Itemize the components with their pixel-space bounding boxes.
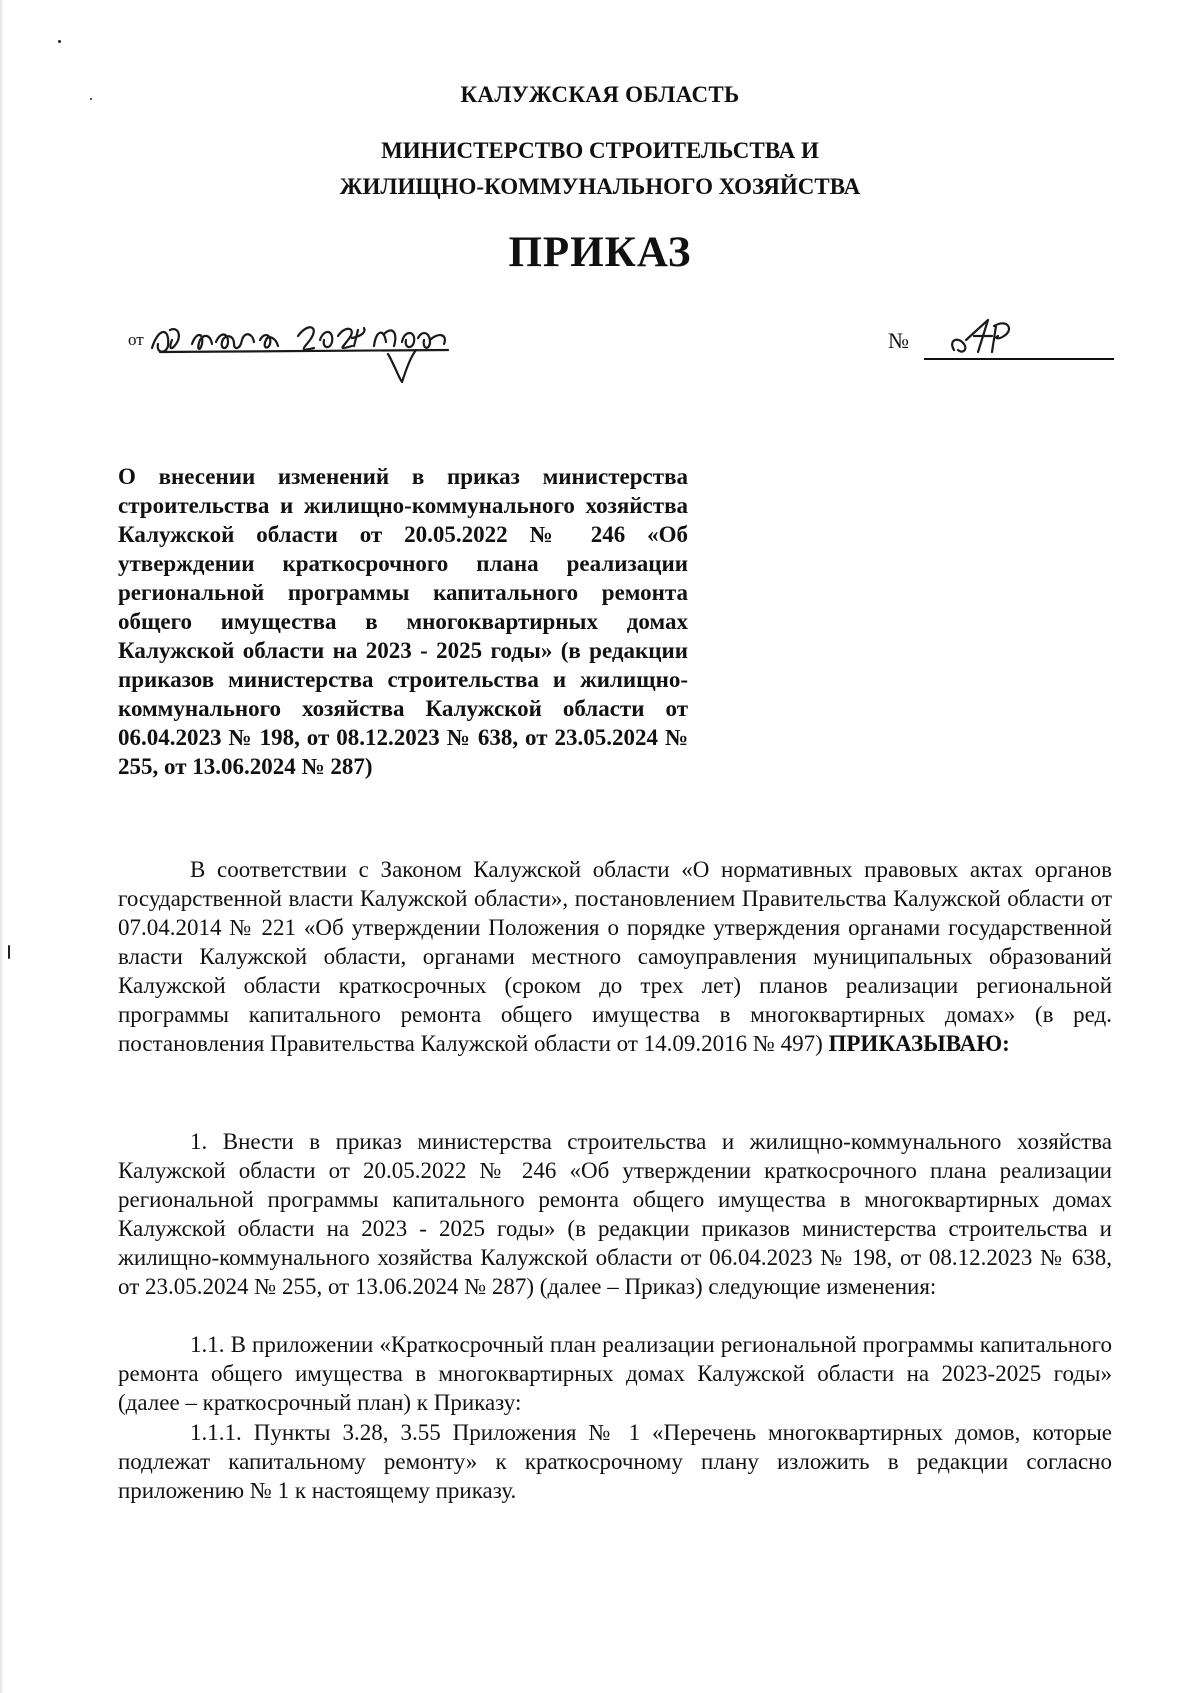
document-type-title: ПРИКАЗ [508,229,692,276]
order-subject: О внесении изменений в приказ министерства строительства и жилищно-коммунального хозяйства Калужской области от 20.05.2022 № 246 «Об утверждении краткосрочного плана реализации региональной программы капитального ремонта общего имущества в многоквартирных домах Калужской области на 2023 - 2025 годы» (в редакции приказов министерства строительства и жилищно-коммунального хозяйства Калужской области от 06.04.2023 № 198, от 08.12.2023 № 638, от 23.05.2024 № 255, от 13.06.2024 № 287) [118,464,688,779]
clause-1-1-1-paragraph: 1.1.1. Пункты 3.28, 3.55 Приложения № 1 «Перечень многоквартирных домов, которые подлежат капитальному ремонту» к краткосрочному плану изложить в редакции согласно приложению № 1 к настоящему приказу. [118,1420,1112,1503]
handwritten-number [948,306,1068,366]
order-number-field [888,328,1118,368]
clause-1-1-paragraph: 1.1. В приложении «Краткосрочный план реализации региональной программы капитального ремонта общего имущества в многоквартирных домах Калужской области на 2023-2025 годы» (далее – краткосрочный план) к Приказу: [118,1332,1112,1415]
ministry-heading-line-2: ЖИЛИЩНО-КОММУНАЛЬНОГО ХОЗЯЙСТВА [339,174,861,199]
preamble-text: В соответствии с Законом Калужской области «О нормативных правовых актах органов государственной власти Калужской области», постановлением Правительства Калужской области от 07.04.2014 № 221 «Об утверждении Положения о порядке утверждения органами государственной власти Калужской области, органами местного самоуправления муниципальных образований Калужской области краткосрочных (сроком до трех лет) планов реализации региональной программы капитального ремонта общего имущества в многоквартирных домах» (в ред. постановления Правительства Калужской области от 14.09.2016 № 497) [118,857,1112,1056]
region-heading: КАЛУЖСКАЯ ОБЛАСТЬ [460,82,740,107]
order-keyword: ПРИКАЗЫВАЮ: [828,1031,1010,1056]
date-prefix: от [128,330,144,349]
ministry-heading-line-1: МИНИСТЕРСТВО СТРОИТЕЛЬСТВА И [381,138,819,163]
ministry-heading [0,133,1200,205]
preamble-paragraph [118,855,1112,1058]
handwritten-date [148,310,478,390]
clause-1-paragraph: 1. Внести в приказ министерства строительства и жилищно-коммунального хозяйства Калужской области от 20.05.2022 № 246 «Об утверждении краткосрочного плана реализации региональной программы капитального ремонта общего имущества в многоквартирных домах Калужской области на 2023 - 2025 годы» (в редакции приказов министерства строительства и жилищно-коммунального хозяйства Калужской области от 06.04.2023 № 198, от 08.12.2023 № 638, от 23.05.2024 № 255, от 13.06.2024 № 287) (далее – Приказ) следующие изменения: [118,1129,1112,1299]
number-sign: № [888,328,909,353]
